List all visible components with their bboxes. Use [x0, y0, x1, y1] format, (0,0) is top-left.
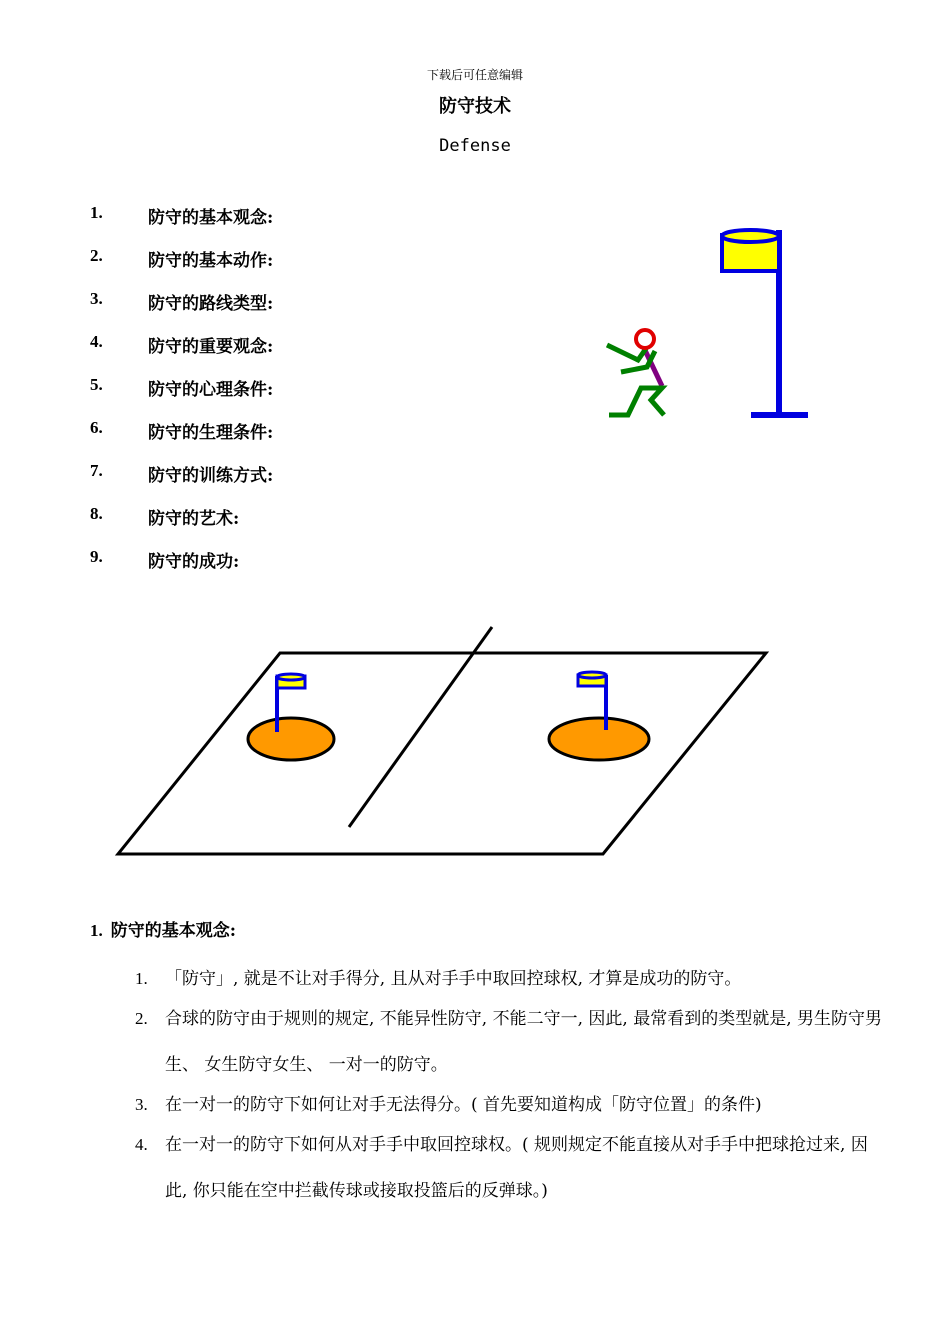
toc-item-label: 防守的训练方式: — [148, 466, 274, 486]
toc-item-label: 防守的重要观念: — [148, 337, 274, 357]
section-number: 1. — [90, 921, 103, 940]
toc-item-number: 6. — [90, 418, 103, 437]
concept-item-number: 2. — [135, 1009, 148, 1028]
toc-item-number: 2. — [90, 246, 103, 265]
page-subtitle: Defense — [439, 136, 511, 156]
toc-item-number: 9. — [90, 547, 103, 566]
korfball-post-icon — [722, 230, 808, 415]
concept-item-number: 3. — [135, 1095, 148, 1114]
concept-item-number: 4. — [135, 1135, 148, 1154]
concept-item — [90, 1122, 890, 1214]
defender-and-post-illustration — [595, 220, 825, 430]
section-heading-text: 防守的基本观念: — [110, 921, 237, 941]
toc-item-number: 8. — [90, 504, 103, 523]
toc-item — [90, 504, 273, 547]
toc-item — [90, 461, 273, 504]
toc-item-label: 防守的基本观念: — [148, 208, 274, 228]
toc-item — [90, 289, 273, 332]
toc-item — [90, 418, 273, 461]
toc-item-number: 7. — [90, 461, 103, 480]
section-heading — [90, 916, 890, 956]
court-diagram — [110, 620, 780, 865]
concept-item-text: 在一对一的防守下如何从对手手中取回控球权。( 规则规定不能直接从对手手中把球抢过来, 因此, 你只能在空中拦截传球或接取投篮后的反弹球。) — [165, 1135, 868, 1201]
toc-item-number: 3. — [90, 289, 103, 308]
toc-item — [90, 332, 273, 375]
toc-item-label: 防守的成功: — [148, 552, 240, 572]
toc-item-label: 防守的基本动作: — [148, 251, 274, 271]
right-post-zone — [549, 672, 649, 760]
toc-list — [90, 203, 273, 590]
court-center-line — [349, 627, 492, 827]
court-outline — [118, 653, 766, 854]
concept-item-text: 「防守」, 就是不让对手得分, 且从对手手中取回控球权, 才算是成功的防守。 — [165, 969, 742, 989]
toc-item — [90, 203, 273, 246]
toc-item-label: 防守的心理条件: — [148, 380, 274, 400]
toc-item — [90, 246, 273, 289]
toc-item-number: 4. — [90, 332, 103, 351]
toc-item-number: 1. — [90, 203, 103, 222]
toc-item — [90, 375, 273, 418]
section-basic-concepts — [90, 916, 890, 1208]
toc-item-label: 防守的生理条件: — [148, 423, 274, 443]
left-post-zone — [248, 674, 334, 760]
page-title: 防守技术 — [439, 96, 511, 117]
toc-item-label: 防守的路线类型: — [148, 294, 274, 314]
toc-item-number: 5. — [90, 375, 103, 394]
concept-item-number: 1. — [135, 969, 148, 988]
concept-item — [90, 996, 890, 1088]
toc-item — [90, 547, 273, 590]
header-note: 下载后可任意编辑 — [426, 68, 523, 82]
toc-item-label: 防守的艺术: — [148, 509, 240, 529]
concept-item-text: 在一对一的防守下如何让对手无法得分。( 首先要知道构成「防守位置」的条件) — [165, 1095, 762, 1115]
defender-player-icon — [607, 330, 664, 415]
concept-item-text: 合球的防守由于规则的规定, 不能异性防守, 不能二守一, 因此, 最常看到的类型就是, 男生防守男生、 女生防守女生、 一对一的防守。 — [165, 1009, 883, 1075]
concept-list — [90, 956, 890, 1214]
